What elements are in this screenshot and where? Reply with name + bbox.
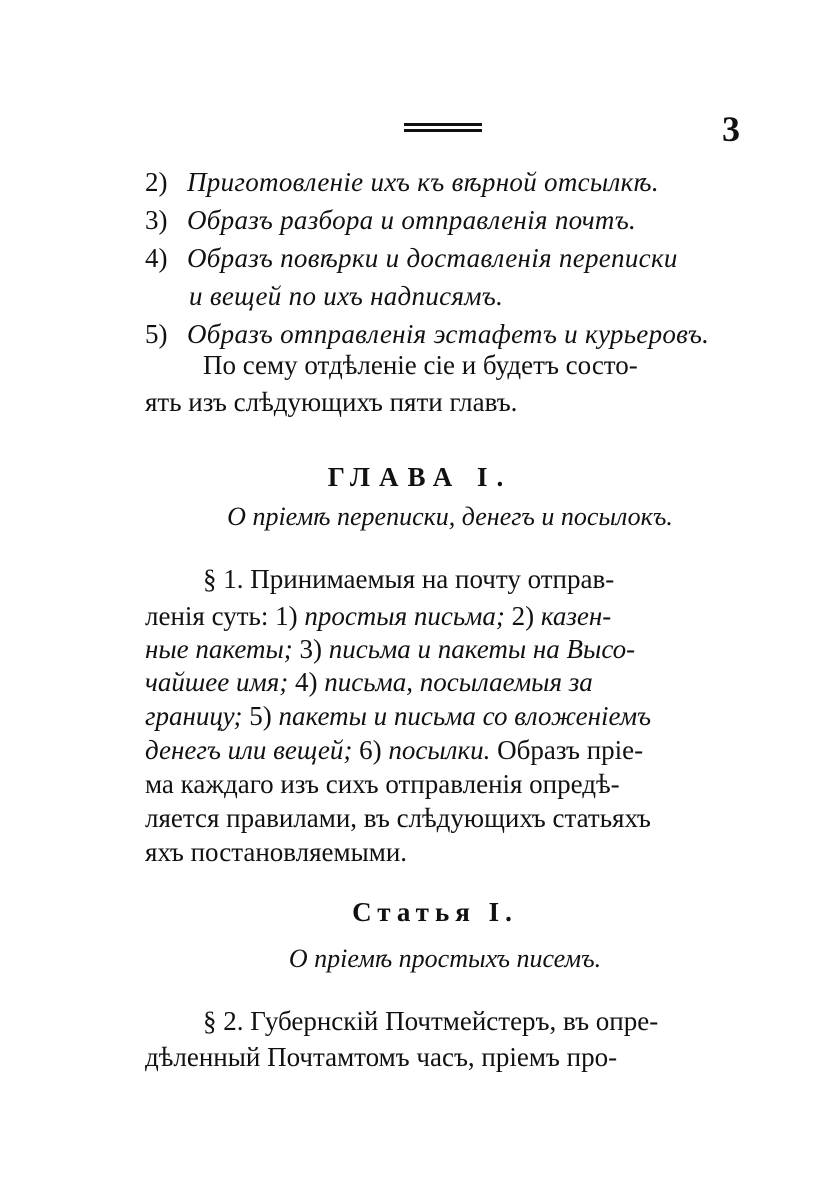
text-run-italic: казен-	[540, 601, 612, 631]
list-item-number: 5)	[145, 319, 168, 349]
list-item	[145, 163, 765, 201]
list-item-text: Образъ разбора и отправленія почтъ.	[187, 205, 637, 235]
text-run: 5)	[242, 701, 279, 731]
list-item-number: 4)	[145, 243, 168, 273]
text-run-italic: чайшее имя;	[145, 667, 289, 697]
list-item-text: и вещей по ихъ надписямъ.	[189, 281, 504, 311]
text-run-italic: письма и пакеты на Высо-	[328, 634, 636, 664]
chapter-heading: ГЛАВА I.	[327, 462, 513, 492]
list-item-text: Образъ отправленія эстафетъ и курьеровъ.	[187, 319, 710, 349]
page-number: 3	[722, 109, 740, 149]
list-item-text: Образъ повѣрки и доставленія переписки	[187, 243, 678, 273]
text-run-italic: посылки.	[388, 735, 491, 765]
section1-line-7: ма каждаго изъ сихъ отправленія опредѣ-	[145, 769, 620, 799]
section2-line-2: дѣленный Почтамтомъ часъ, пріемъ про-	[145, 1042, 618, 1072]
text-run: Образъ пріе-	[490, 735, 644, 765]
section1-line-4	[145, 663, 593, 701]
section1-line-8: ляется правилами, въ слѣдующихъ статьяхъ	[145, 803, 651, 833]
text-run-italic: ные пакеты;	[145, 634, 293, 664]
article-heading: Статья I.	[352, 897, 518, 927]
text-run: ленія суть: 1)	[145, 601, 305, 631]
intro-line-1: По сему отдѣленіе сіе и будетъ состо-	[203, 350, 638, 380]
text-run: 2)	[504, 601, 541, 631]
text-run: 4)	[288, 667, 325, 697]
section1-line-9: яхъ постановляемыми.	[145, 837, 408, 867]
section1-line-5	[145, 697, 651, 735]
section1-line-1: § 1. Принимаемыя на почту отправ-	[203, 564, 615, 594]
text-run-italic: пакеты и письма со вложеніемъ	[278, 701, 652, 731]
text-run-italic: границу;	[145, 701, 243, 731]
list-item-number: 3)	[145, 205, 168, 235]
intro-line-2: ять изъ слѣдующихъ пяти главъ.	[145, 387, 518, 417]
text-run: 6)	[352, 735, 389, 765]
list-item	[145, 201, 765, 239]
text-run: 3)	[292, 634, 329, 664]
text-run-italic: письма, посылаемыя за	[324, 667, 593, 697]
list-item	[145, 239, 765, 277]
header-rule	[404, 123, 482, 135]
contents-list	[145, 163, 765, 353]
list-item-text: Приготовленіе ихъ къ вѣрной отсылкѣ.	[187, 167, 659, 197]
text-run-italic: простыя письма;	[304, 601, 505, 631]
text-run-italic: денегъ или вещей;	[145, 735, 353, 765]
chapter-subtitle: О пріемѣ переписки, денегъ и посылокъ.	[227, 502, 673, 531]
article-subtitle: О пріемѣ простыхъ писемъ.	[288, 944, 602, 973]
list-item-number: 2)	[145, 167, 168, 197]
section2-line-1: § 2. Губернскій Почтмейстеръ, въ опре-	[203, 1006, 659, 1036]
section1-line-6	[145, 731, 643, 769]
list-item-continuation	[145, 277, 765, 315]
